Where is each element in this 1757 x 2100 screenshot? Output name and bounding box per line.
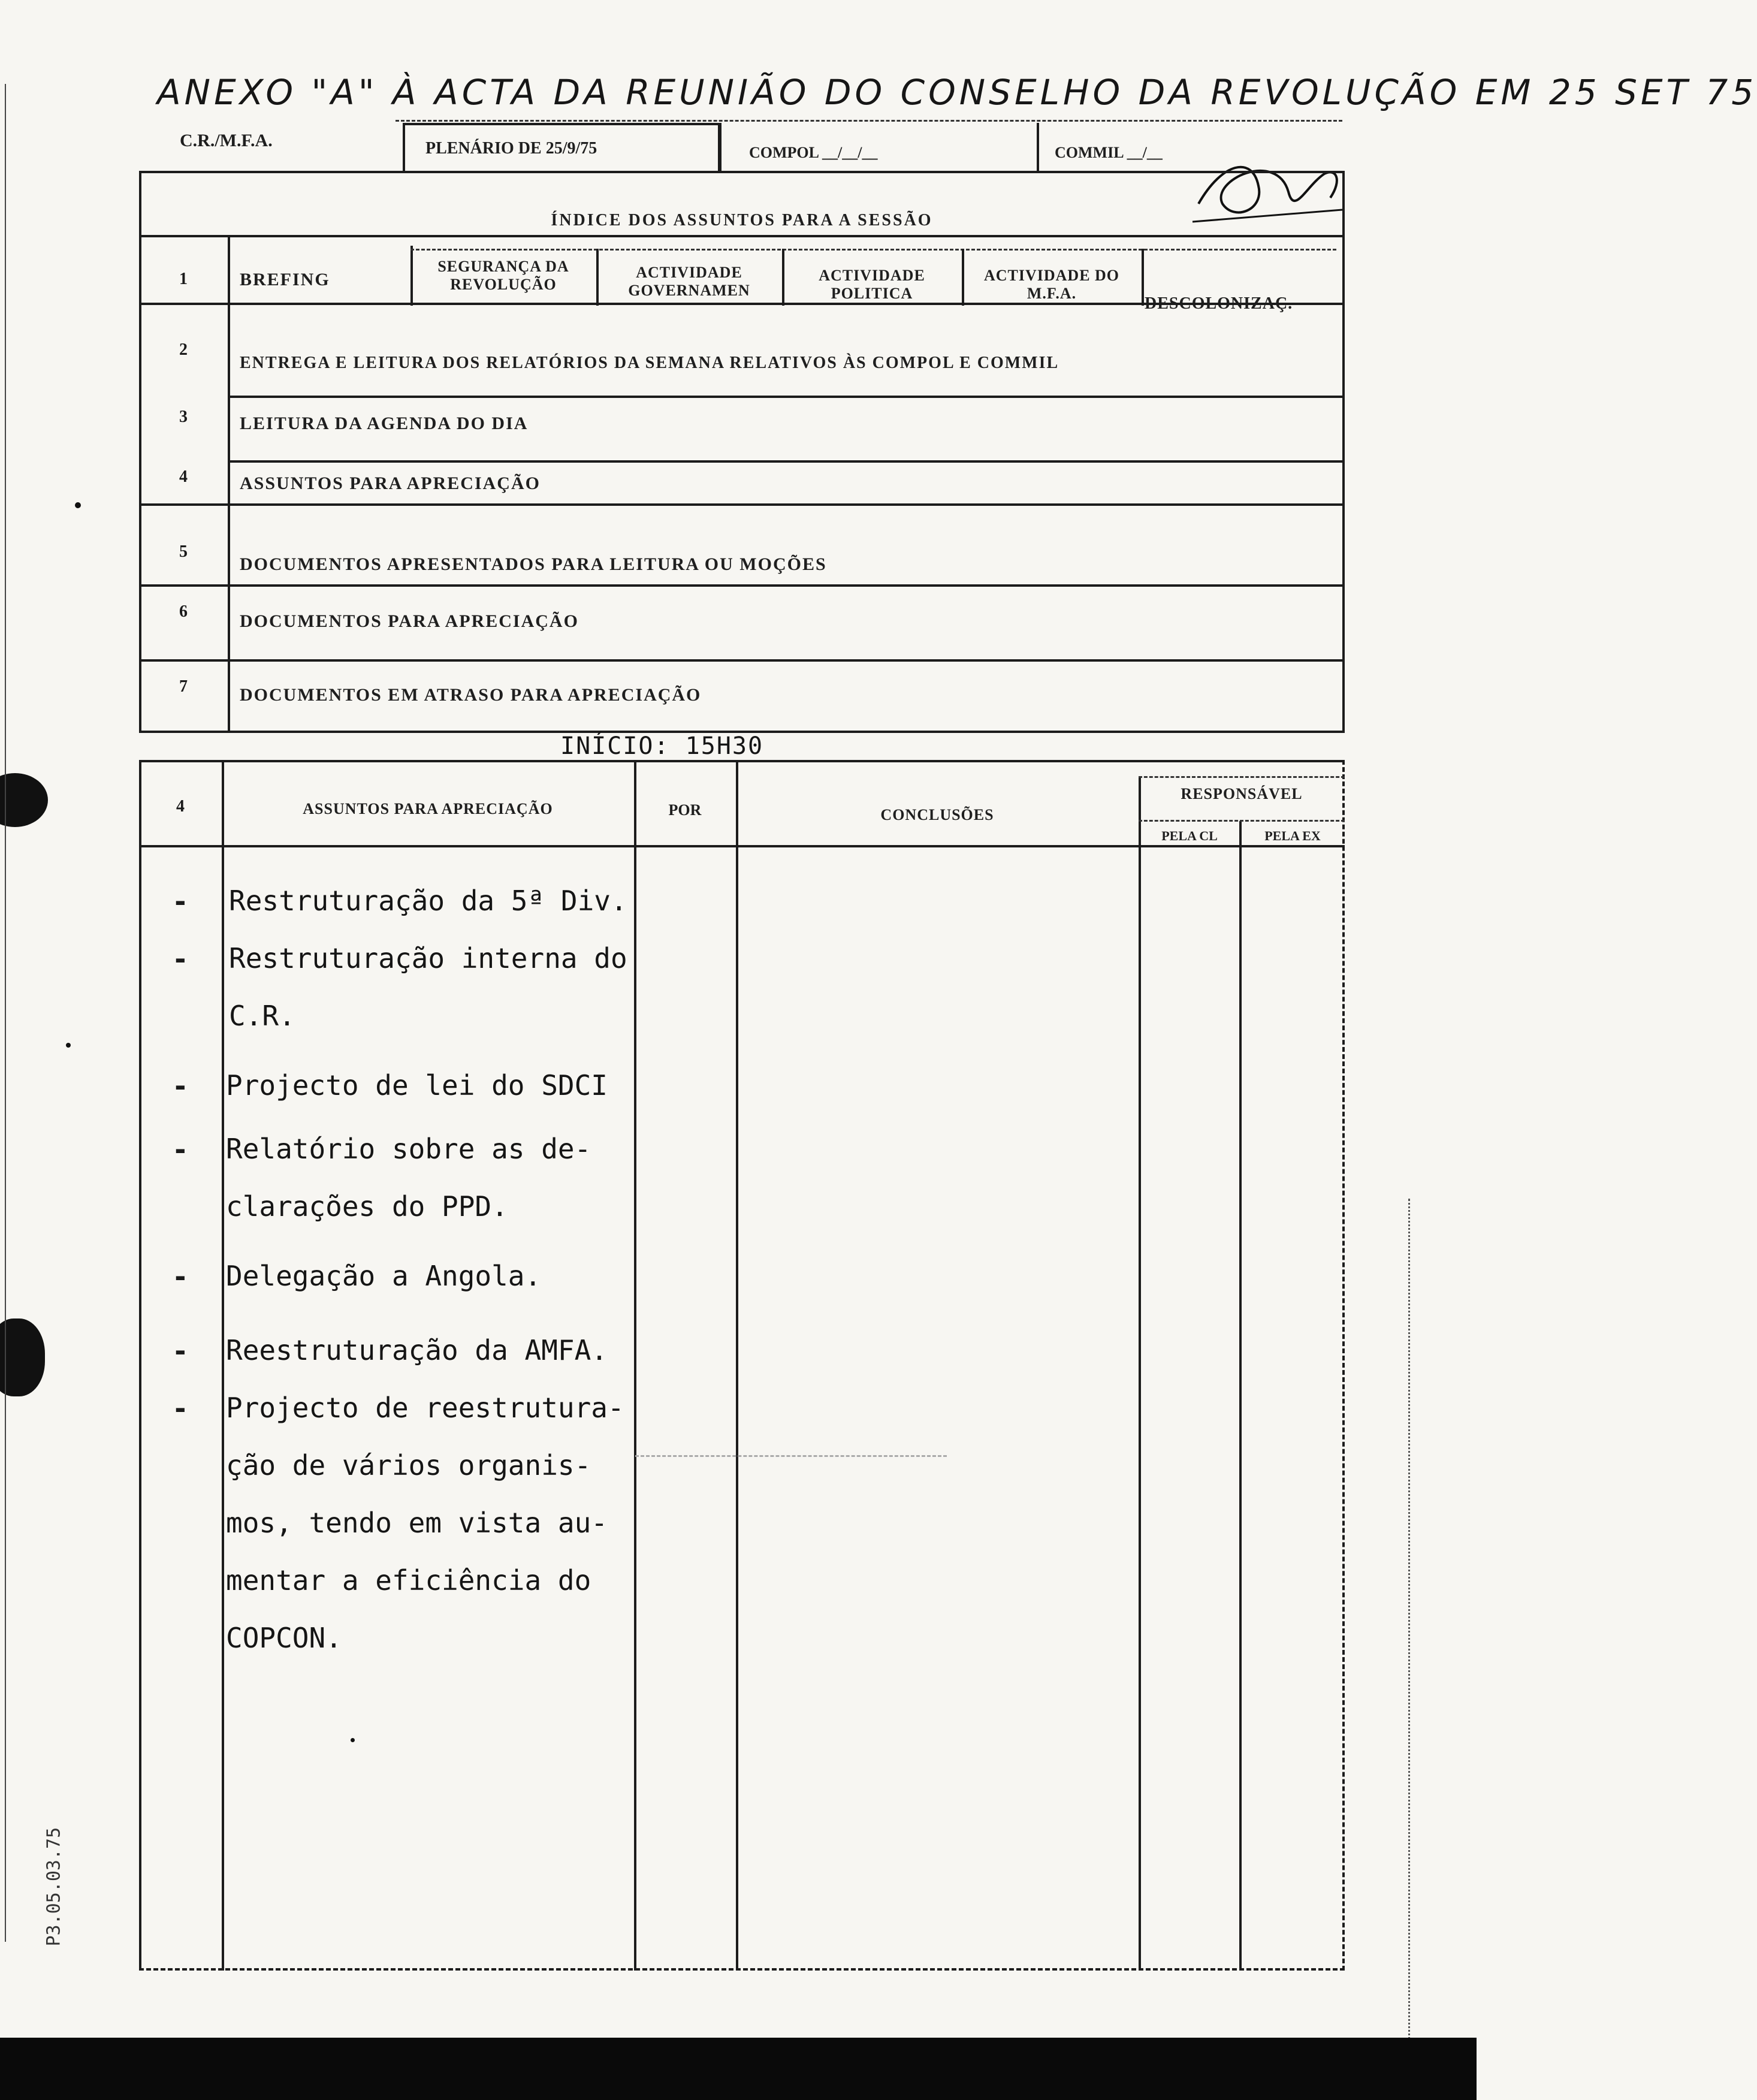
cell-divider (962, 249, 964, 306)
agenda-text: LEITURA DA AGENDA DO DIA (240, 414, 529, 433)
header-assuntos: ASSUNTOS PARA APRECIAÇÃO (303, 800, 553, 817)
punch-hole (0, 773, 48, 827)
item-dash: - (172, 1260, 189, 1293)
agenda-num: 4 (179, 467, 188, 486)
item-text: Reestruturação da AMFA. (226, 1334, 608, 1366)
header-conclusoes: CONCLUSÕES (880, 806, 994, 823)
agenda-table (139, 171, 1345, 733)
briefing-cell: ACTIVIDADE GOVERNAMEN (628, 264, 750, 299)
agenda-num: 1 (179, 270, 188, 288)
list-item (139, 1247, 636, 1321)
cell-divider (596, 249, 599, 306)
list-item (139, 1437, 636, 1494)
cell-divider (410, 246, 413, 306)
item-text: Restruturação interna do (229, 942, 627, 974)
items-header-divider (139, 845, 1345, 847)
agenda-text: BREFING (240, 270, 330, 289)
agenda-divider (139, 235, 1345, 237)
commil-label: COMMIL __/__ (1055, 144, 1163, 161)
agenda-text: ENTREGA E LEITURA DOS RELATÓRIOS DA SEMANA RELATIVOS ÀS COMPOL E COMMIL (240, 354, 1059, 372)
items-list (139, 872, 636, 1667)
item-text: Relatório sobre as de- (226, 1133, 591, 1165)
briefing-cell: ACTIVIDADE POLITICA (819, 267, 925, 302)
list-item (139, 1552, 636, 1609)
title-underline (396, 120, 1342, 122)
cell-divider (1142, 249, 1144, 306)
item-text: ção de vários organis- (226, 1449, 591, 1482)
agenda-row-divider (228, 460, 1345, 463)
inicio-time: INÍCIO: 15H30 (560, 732, 764, 760)
agenda-row-divider (139, 503, 1345, 506)
punch-hole (0, 1318, 45, 1396)
item-dash: - (172, 885, 189, 918)
header-por: POR (668, 801, 702, 819)
header-pela-ex: PELA EX (1264, 828, 1321, 843)
cell-top (410, 249, 1336, 251)
item-text: clarações do PPD. (226, 1190, 508, 1223)
item-dash: - (172, 943, 189, 975)
item-text: mos, tendo em vista au- (226, 1507, 608, 1539)
agenda-num: 3 (179, 408, 188, 426)
cell-divider (782, 249, 784, 306)
item-text: Projecto de lei do SDCI (226, 1069, 608, 1102)
list-item (139, 1379, 636, 1437)
items-header-top (1139, 776, 1345, 778)
agenda-text: ASSUNTOS PARA APRECIAÇÃO (240, 473, 541, 493)
list-item (139, 1321, 636, 1379)
resp-sub-divider (1139, 820, 1345, 822)
scan-edge-line (1408, 1199, 1410, 2098)
stray-line (635, 1455, 947, 1457)
agenda-text: DOCUMENTOS EM ATRASO PARA APRECIAÇÃO (240, 685, 702, 705)
item-dash: - (172, 1133, 189, 1166)
scan-edge-line (5, 84, 6, 1942)
list-item (139, 1114, 636, 1178)
agenda-title: ÍNDICE DOS ASSUNTOS PARA A SESSÃO (551, 211, 933, 230)
compol-label: COMPOL __/__/__ (749, 144, 878, 161)
scan-bottom-bar (0, 2038, 1477, 2100)
scan-speck (66, 1043, 71, 1048)
scan-speck (351, 1738, 355, 1742)
org-label: C.R./M.F.A. (180, 131, 273, 150)
agenda-num: 2 (179, 340, 188, 359)
item-text: COPCON. (226, 1622, 342, 1654)
agenda-text: DOCUMENTOS APRESENTADOS PARA LEITURA OU MOÇÕES (240, 554, 827, 574)
agenda-text: DOCUMENTOS PARA APRECIAÇÃO (240, 611, 579, 631)
item-dash: - (172, 1070, 189, 1102)
items-col-por (736, 760, 738, 1971)
item-dash: - (172, 1392, 189, 1425)
list-item (139, 930, 636, 987)
agenda-num: 6 (179, 602, 188, 621)
agenda-num-col (228, 235, 230, 733)
list-item (139, 1494, 636, 1552)
item-text: Delegação a Angola. (226, 1260, 542, 1292)
handwritten-title: ANEXO "A" À ACTA DA REUNIÃO DO CONSELHO DA REVOLUÇÃO EM 25 SET 75 (157, 72, 1757, 113)
list-item (139, 1045, 636, 1114)
item-text: Restruturação da 5ª Div. (229, 885, 627, 917)
items-col-resp-split (1239, 821, 1242, 1971)
agenda-row-divider (139, 303, 1345, 305)
agenda-row-divider (139, 659, 1345, 662)
agenda-num: 5 (179, 542, 188, 561)
briefing-cell: SEGURANÇA DA REVOLUÇÃO (437, 258, 569, 293)
list-item (139, 1609, 636, 1667)
margin-stamp: P3.05.03.75 (43, 1827, 65, 1947)
item-text: mentar a eficiência do (226, 1564, 591, 1597)
list-item (139, 1178, 636, 1247)
item-text: Projecto de reestrutura- (226, 1392, 624, 1424)
agenda-row-divider (139, 584, 1345, 587)
item-text: C.R. (229, 1000, 295, 1032)
list-item (139, 987, 636, 1045)
agenda-row-divider (228, 396, 1345, 398)
briefing-cell: ACTIVIDADE DO M.F.A. (983, 267, 1120, 302)
item-dash: - (172, 1335, 189, 1367)
header-responsavel: RESPONSÁVEL (1181, 785, 1303, 802)
header-divider (1037, 123, 1039, 171)
items-col-conclusoes (1139, 776, 1141, 1971)
header-divider (719, 123, 721, 171)
scan-speck (75, 502, 81, 508)
items-num: 4 (176, 797, 185, 816)
briefing-cell: DESCOLONIZAÇ. (1145, 294, 1293, 313)
plenario-label: PLENÁRIO DE 25/9/75 (425, 139, 597, 158)
header-pela-cl: PELA CL (1161, 828, 1218, 843)
list-item (139, 872, 636, 930)
agenda-num: 7 (179, 677, 188, 696)
